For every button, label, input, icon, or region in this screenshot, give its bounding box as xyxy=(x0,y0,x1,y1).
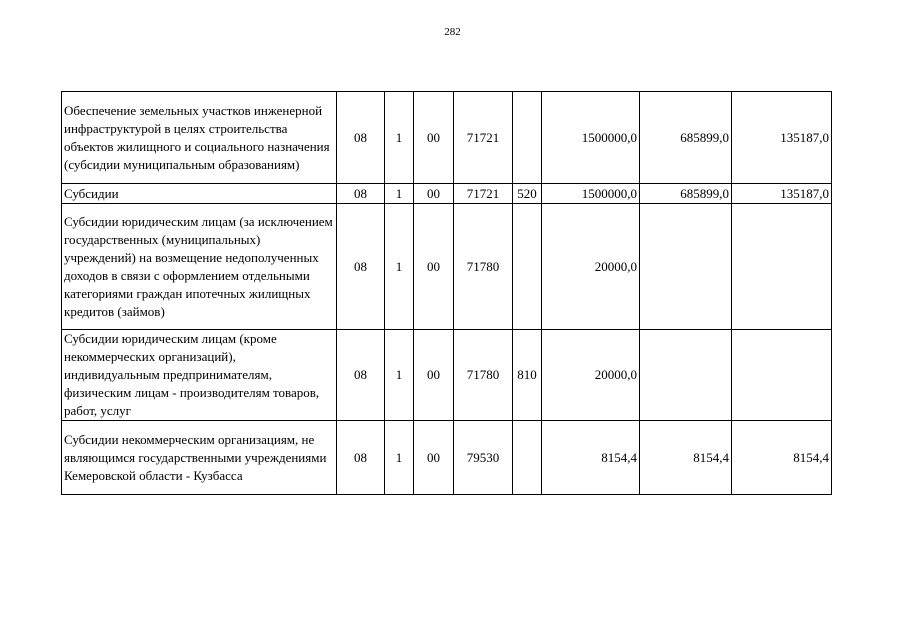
subprogram-code: 00 xyxy=(414,421,454,495)
subprogram-code: 00 xyxy=(414,92,454,184)
row-description: Субсидии некоммерческим организациям, не являющимся государственными учреждениями Кемеровской области - Кузбасса xyxy=(62,421,337,495)
table-row xyxy=(62,204,832,330)
page-number: 282 xyxy=(444,26,461,38)
amount-year-1: 1500000,0 xyxy=(542,184,640,204)
section-code: 08 xyxy=(337,204,385,330)
amount-year-1: 8154,4 xyxy=(542,421,640,495)
section-code: 08 xyxy=(337,330,385,421)
amount-year-3 xyxy=(732,330,832,421)
amount-year-2: 685899,0 xyxy=(640,184,732,204)
expense-type-code xyxy=(513,204,542,330)
row-description: Субсидии юридическим лицам (за исключением государственных (муниципальных) учреждений) на возмещение недополученных доходов в связи с оформлением отдельными категориями граждан ипотечных жилищных кредитов (займов) xyxy=(62,204,337,330)
target-code: 71721 xyxy=(454,184,513,204)
target-code: 71780 xyxy=(454,204,513,330)
program-code: 1 xyxy=(385,92,414,184)
target-code: 79530 xyxy=(454,421,513,495)
target-code: 71780 xyxy=(454,330,513,421)
table-row xyxy=(62,330,832,421)
expense-type-code xyxy=(513,92,542,184)
program-code: 1 xyxy=(385,421,414,495)
amount-year-1: 20000,0 xyxy=(542,330,640,421)
expense-type-code xyxy=(513,421,542,495)
table-row xyxy=(62,92,832,184)
row-description: Субсидии xyxy=(62,184,337,204)
budget-table xyxy=(61,91,832,495)
amount-year-1: 1500000,0 xyxy=(542,92,640,184)
program-code: 1 xyxy=(385,204,414,330)
amount-year-2 xyxy=(640,330,732,421)
amount-year-2: 8154,4 xyxy=(640,421,732,495)
target-code: 71721 xyxy=(454,92,513,184)
subprogram-code: 00 xyxy=(414,204,454,330)
table-row xyxy=(62,421,832,495)
section-code: 08 xyxy=(337,92,385,184)
subprogram-code: 00 xyxy=(414,330,454,421)
program-code: 1 xyxy=(385,184,414,204)
subprogram-code: 00 xyxy=(414,184,454,204)
amount-year-3: 135187,0 xyxy=(732,92,832,184)
row-description: Обеспечение земельных участков инженерной инфраструктурой в целях строительства объектов жилищного и социального назначения (субсидии муниципальным образованиям) xyxy=(62,92,337,184)
amount-year-3: 8154,4 xyxy=(732,421,832,495)
expense-type-code: 520 xyxy=(513,184,542,204)
section-code: 08 xyxy=(337,421,385,495)
row-description: Субсидии юридическим лицам (кроме некоммерческих организаций), индивидуальным предпринимателям, физическим лицам - производителям товаров, работ, услуг xyxy=(62,330,337,421)
amount-year-3: 135187,0 xyxy=(732,184,832,204)
expense-type-code: 810 xyxy=(513,330,542,421)
program-code: 1 xyxy=(385,330,414,421)
section-code: 08 xyxy=(337,184,385,204)
amount-year-3 xyxy=(732,204,832,330)
amount-year-2: 685899,0 xyxy=(640,92,732,184)
table-row xyxy=(62,184,832,204)
amount-year-1: 20000,0 xyxy=(542,204,640,330)
amount-year-2 xyxy=(640,204,732,330)
